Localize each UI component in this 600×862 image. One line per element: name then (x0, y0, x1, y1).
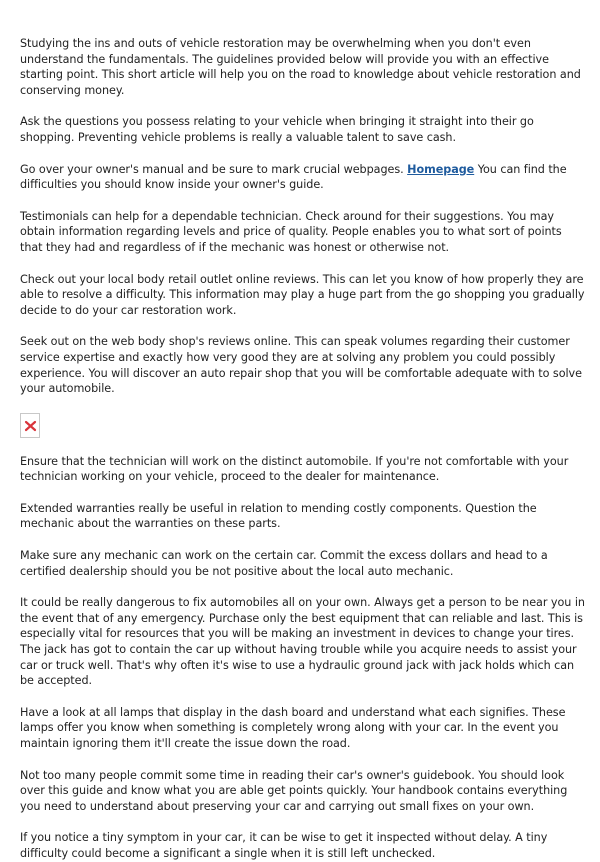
paragraph-testimonials: Testimonials can help for a dependable technician. Check around for their suggestions. You may obtain information regarding levels and price of quality. People enables you to what sort of points that they had and regardless of if the mechanic was honest or otherwise not. (20, 209, 562, 254)
paragraph-dash-lamps: Have a look at all lamps that display in the dash board and understand what each signifies. These lamps offer you know when something is completely wrong along with your car. In the event you maintain ignoring them it'll create the issue down the road. (20, 705, 566, 750)
broken-image-icon (20, 413, 40, 438)
paragraph-text: You can find the difficulties you should know inside your owner's guide. (20, 162, 567, 192)
paragraph-tiny-symptom: If you notice a tiny symptom in your car, it can be wise to get it inspected without delay. A tiny difficulty could become a significant a single when it is still left unchecked. (20, 831, 548, 860)
paragraph-text: Go over your owner's manual and be sure to mark crucial webpages. (20, 162, 408, 176)
paragraph-dangerous: It could be really dangerous to fix automobiles all on your own. Always get a person to be near you in the event that of any emergency. Purchase only the best equipment that can reliable and last. This is especially vital for resources that you will be making an investment in devices to change your tires. The jack has got to contain the car up without having trouble while you acquire needs to assist your car or truck well. That's why often it's wise to use a hydraulic ground jack with jack holds which can be accepted. (20, 596, 585, 688)
paragraph-certain-car: Make sure any mechanic can work on the certain car. Commit the excess dollars and head to a certified dealership should you be not positive about the local auto mechanic. (20, 549, 548, 578)
paragraph-technician: Ensure that the technician will work on the distinct automobile. If you're not comfortable with your technician working on your vehicle, proceed to the dealer for maintenance. (20, 454, 569, 484)
x-mark-icon (24, 420, 37, 432)
paragraph-owners-manual (20, 162, 586, 193)
paragraph-body-retail: Check out your local body retail outlet online reviews. This can let you know of how properly they are able to resolve a difficulty. This information may play a huge part from the go shopping you gradually decide to do your car restoration work. (20, 272, 585, 317)
paragraph-questions: Ask the questions you possess relating to your vehicle when bringing it straight into their go shopping. Preventing vehicle problems is really a valuable talent to save cash. (20, 115, 534, 144)
paragraph-intro: Studying the ins and outs of vehicle restoration may be overwhelming when you don't even understand the fundamentals. The guidelines provided below will provide you with an effective starting point. This short article will help you on the road to knowledge about vehicle restoration and conserving money. (20, 37, 581, 97)
article-body (20, 36, 586, 862)
paragraph-body-shop-reviews: Seek out on the web body shop's reviews online. This can speak volumes regarding their customer service expertise and exactly how very good they are at solving any problem you could possibly experience. You will discover an auto repair shop that you will be comfortable adequate with to solve your automobile. (20, 335, 582, 396)
paragraph-warranties: Extended warranties really be useful in relation to mending costly components. Question the mechanic about the warranties on these parts. (20, 501, 537, 531)
paragraph-guidebook: Not too many people commit some time in reading their car's owner's guidebook. You should look over this guide and know what you are able get points quickly. Your handbook contains everything you need to understand about preserving your car and carrying out small fixes on your own. (20, 768, 568, 813)
homepage-link[interactable]: Homepage (407, 162, 475, 176)
